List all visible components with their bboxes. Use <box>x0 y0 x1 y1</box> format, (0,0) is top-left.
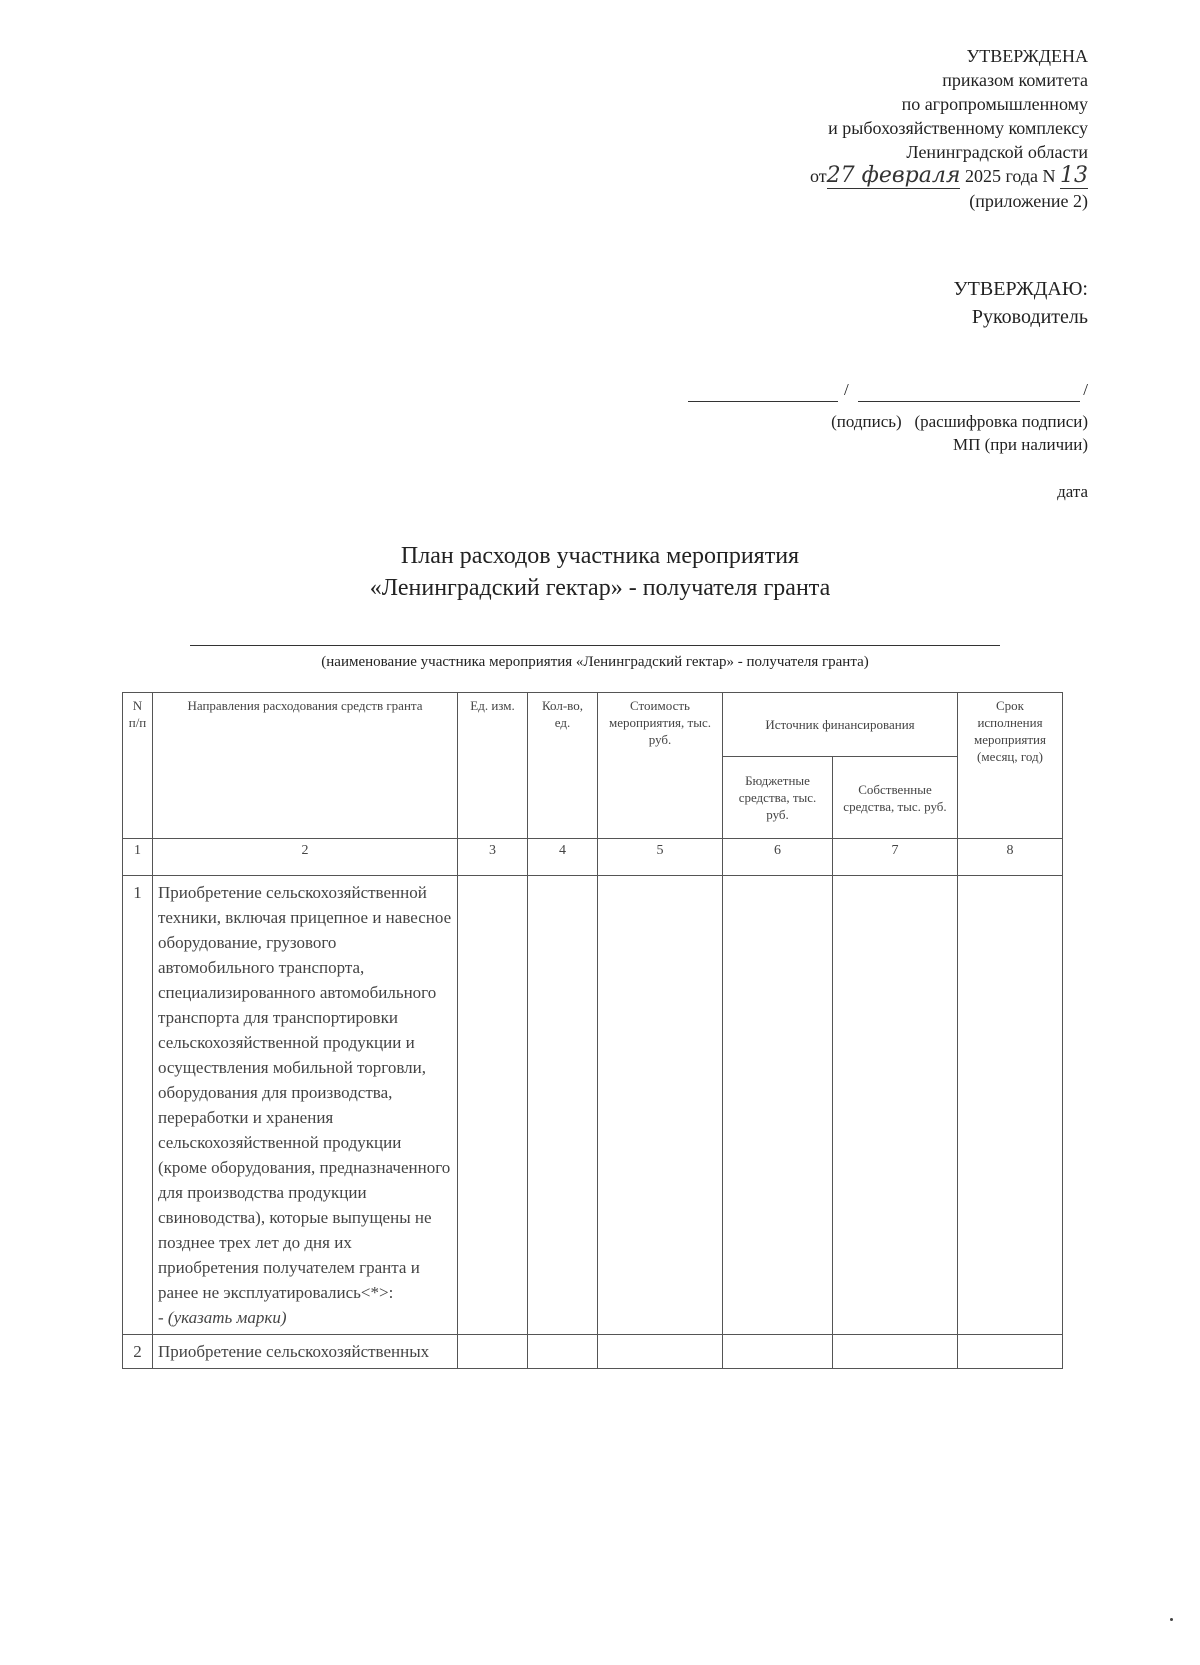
column-number: 1 <box>123 839 153 876</box>
row-number: 2 <box>123 1335 153 1369</box>
header-budget: Бюджетные средства, тыс. руб. <box>723 757 833 839</box>
header-unit: Ед. изм. <box>458 693 528 839</box>
participant-name-caption: (наименование участника мероприятия «Ленинградский гектар» - получателя гранта) <box>321 654 869 670</box>
title-line: План расходов участника мероприятия <box>400 543 800 569</box>
approval-line: Ленинградской области <box>906 142 1088 162</box>
header-own: Собственные средства, тыс. руб. <box>833 757 958 839</box>
year-text: 2025 года N <box>964 166 1056 186</box>
column-numbers-row <box>123 839 1063 876</box>
date-prefix: от <box>809 166 827 186</box>
signature-blank <box>688 401 838 402</box>
row-cost[interactable] <box>598 1335 723 1369</box>
approval-line: и рыбохозяйственному комплексу <box>828 118 1088 138</box>
row-term[interactable] <box>958 1335 1063 1369</box>
approval-heading: УТВЕРЖДЕНА <box>966 46 1088 66</box>
column-number: 6 <box>723 839 833 876</box>
signature-labels <box>831 410 1088 456</box>
row-direction-note: - (указать марки) <box>158 1308 287 1327</box>
row-own[interactable] <box>833 876 958 1335</box>
signature-decoding-blank <box>858 401 1080 402</box>
stamp-caption: МП (при наличии) <box>952 435 1088 454</box>
expense-plan-table <box>122 692 1063 1369</box>
handwritten-number: 13 <box>1060 163 1088 188</box>
column-number: 5 <box>598 839 723 876</box>
signature-captions: (подпись) (расшифровка подписи) <box>831 412 1088 431</box>
header-term: Срок исполнения мероприятия (месяц, год) <box>958 693 1063 839</box>
row-direction <box>153 876 458 1335</box>
header-cost: Стоимость мероприятия, тыс. руб. <box>598 693 723 839</box>
header-source: Источник финансирования <box>723 693 958 757</box>
title-line: «Ленинградский гектар» - получателя гранта <box>369 575 831 601</box>
column-number: 3 <box>458 839 528 876</box>
table-row <box>123 876 1063 1335</box>
row-term[interactable] <box>958 876 1063 1335</box>
header-n: N п/п <box>123 693 153 839</box>
handwritten-date: 27 февраля <box>826 163 961 188</box>
column-number: 4 <box>528 839 598 876</box>
signature-line <box>688 378 1088 402</box>
approval-line: по агропромышленному <box>901 94 1088 114</box>
signature-slash: / <box>844 380 849 399</box>
date-label: дата <box>1057 482 1088 501</box>
approve-heading: УТВЕРЖДАЮ: <box>953 278 1088 300</box>
row-qty[interactable] <box>528 1335 598 1369</box>
approval-block <box>810 44 1088 213</box>
column-number: 7 <box>833 839 958 876</box>
column-number: 8 <box>958 839 1063 876</box>
row-direction <box>153 1335 458 1369</box>
row-direction-text: Приобретение сельскохозяйственной техники, включая прицепное и навесное оборудование, грузового автомобильного транспорта, специализированного автомобильного транспорта для транспортировки сельскохозяйственной продукции и осуществления мобильной торговли, оборудования для производства, переработки и хранения сельскохозяйственной продукции (кроме оборудования, предназначенного для производства продукции свиноводства), которые выпущены не позднее трех лет до дня их приобретения получателем гранта и ранее не эксплуатировались<*>: <box>158 883 452 1302</box>
row-own[interactable] <box>833 1335 958 1369</box>
approval-line: приказом комитета <box>942 70 1088 90</box>
row-number: 1 <box>123 876 153 1335</box>
row-unit[interactable] <box>458 876 528 1335</box>
scan-speck <box>1170 1618 1173 1621</box>
row-unit[interactable] <box>458 1335 528 1369</box>
table-row <box>123 1335 1063 1369</box>
document-title <box>0 540 1200 604</box>
header-qty: Кол-во, ед. <box>528 693 598 839</box>
approve-block <box>954 275 1088 331</box>
row-qty[interactable] <box>528 876 598 1335</box>
row-budget[interactable] <box>723 876 833 1335</box>
column-number: 2 <box>153 839 458 876</box>
participant-name-line <box>190 645 1000 646</box>
appendix-label: (приложение 2) <box>969 191 1088 211</box>
signature-slash: / <box>1083 380 1088 399</box>
approve-role: Руководитель <box>971 306 1088 328</box>
approval-date-line <box>810 164 1088 189</box>
header-direction: Направления расходования средств гранта <box>153 693 458 839</box>
row-cost[interactable] <box>598 876 723 1335</box>
row-budget[interactable] <box>723 1335 833 1369</box>
row-direction-text: Приобретение сельскохозяйственных <box>158 1342 430 1361</box>
